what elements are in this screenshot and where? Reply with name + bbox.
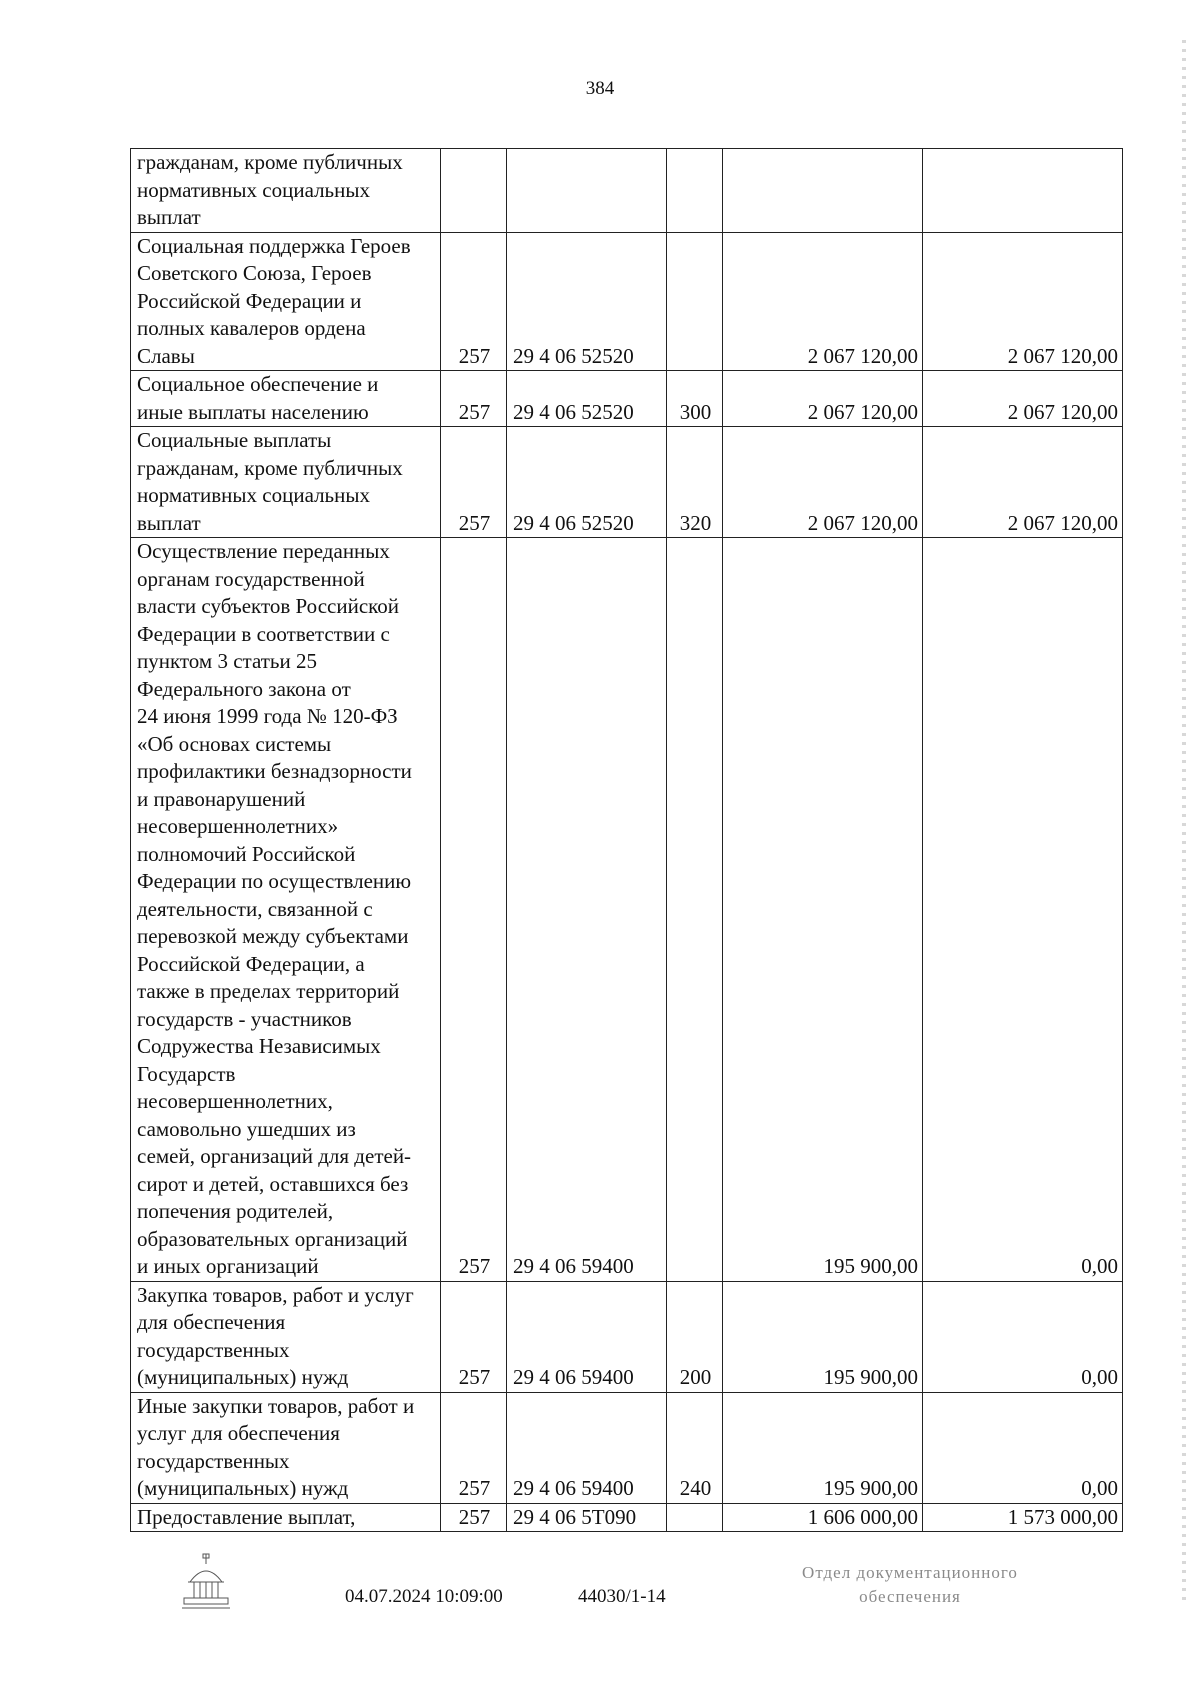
row-vr-code: 320 [667, 427, 723, 538]
row-grbs-code: 257 [441, 538, 507, 1282]
table-row [131, 538, 1123, 1282]
row-sum-1: 1 606 000,00 [723, 1503, 923, 1532]
department-stamp [760, 1561, 1060, 1609]
row-sum-1: 195 900,00 [723, 1392, 923, 1503]
row-csr-code: 29 4 06 52520 [507, 427, 667, 538]
row-vr-code: 200 [667, 1281, 723, 1392]
row-vr-code: 300 [667, 371, 723, 427]
row-csr-code: 29 4 06 59400 [507, 1392, 667, 1503]
row-sum-1: 2 067 120,00 [723, 427, 923, 538]
row-description: Социальная поддержка Героев Советского Союза, Героев Российской Федерации и полных кавалеров ордена Славы [131, 232, 441, 371]
page-number: 384 [585, 78, 615, 99]
table-row [131, 371, 1123, 427]
row-grbs-code: 257 [441, 1281, 507, 1392]
row-sum-1: 195 900,00 [723, 538, 923, 1282]
row-description: Предоставление выплат, [131, 1503, 441, 1532]
row-csr-code: 29 4 06 59400 [507, 538, 667, 1282]
scan-edge-artifact [1182, 40, 1186, 1600]
row-description: Иные закупки товаров, работ и услуг для обеспечения государственных (муниципальных) нужд [131, 1392, 441, 1503]
row-vr-code [667, 538, 723, 1282]
stamp-line-2: обеспечения [859, 1587, 961, 1606]
row-description: Закупка товаров, работ и услуг для обеспечения государственных (муниципальных) нужд [131, 1281, 441, 1392]
row-sum-1 [723, 149, 923, 233]
table-row [131, 1503, 1123, 1532]
row-csr-code: 29 4 06 59400 [507, 1281, 667, 1392]
footer-registration-number: 44030/1-14 [578, 1586, 666, 1607]
row-grbs-code: 257 [441, 232, 507, 371]
row-grbs-code: 257 [441, 427, 507, 538]
row-description: Осуществление переданных органам государственной власти субъектов Российской Федерации в соответствии с пунктом 3 статьи 25 Федерального закона от 24 июня 1999 года № 120-ФЗ «Об основах системы профилактики безнадзорности и правонарушений несовершеннолетних» полномочий Российской Федерации по осуществлению деятельности, связанной с перевозкой между субъектами Российской Федерации, а также в пределах территорий государств - участников Содружества Независимых Государств несовершеннолетних, самовольно ушедших из семей, организаций для детей- сирот и детей, оставшихся без попечения родителей, образовательных организаций и иных организаций [131, 538, 441, 1282]
row-csr-code: 29 4 06 5Т090 [507, 1503, 667, 1532]
row-grbs-code: 257 [441, 1503, 507, 1532]
row-description: гражданам, кроме публичных нормативных социальных выплат [131, 149, 441, 233]
table-row [131, 1392, 1123, 1503]
row-sum-2: 2 067 120,00 [923, 427, 1123, 538]
row-description: Социальные выплаты гражданам, кроме публичных нормативных социальных выплат [131, 427, 441, 538]
row-csr-code: 29 4 06 52520 [507, 371, 667, 427]
row-sum-2: 2 067 120,00 [923, 232, 1123, 371]
row-grbs-code [441, 149, 507, 233]
parliament-building-logo [178, 1552, 234, 1612]
table-row [131, 232, 1123, 371]
footer-date: 04.07.2024 10:09:00 [345, 1586, 503, 1607]
row-vr-code: 240 [667, 1392, 723, 1503]
stamp-line-1: Отдел документационного [802, 1563, 1018, 1582]
row-csr-code [507, 149, 667, 233]
table-row [131, 427, 1123, 538]
row-sum-1: 2 067 120,00 [723, 232, 923, 371]
row-vr-code [667, 1503, 723, 1532]
row-sum-2: 0,00 [923, 1281, 1123, 1392]
row-sum-2: 2 067 120,00 [923, 371, 1123, 427]
row-grbs-code: 257 [441, 371, 507, 427]
row-sum-2 [923, 149, 1123, 233]
row-description: Социальное обеспечение и иные выплаты населению [131, 371, 441, 427]
row-vr-code [667, 232, 723, 371]
row-sum-2: 0,00 [923, 538, 1123, 1282]
row-sum-2: 0,00 [923, 1392, 1123, 1503]
row-csr-code: 29 4 06 52520 [507, 232, 667, 371]
budget-table [130, 148, 1123, 1532]
table-row [131, 1281, 1123, 1392]
row-grbs-code: 257 [441, 1392, 507, 1503]
row-sum-1: 2 067 120,00 [723, 371, 923, 427]
row-sum-1: 195 900,00 [723, 1281, 923, 1392]
table-row [131, 149, 1123, 233]
row-sum-2: 1 573 000,00 [923, 1503, 1123, 1532]
row-vr-code [667, 149, 723, 233]
table-body [131, 149, 1123, 1532]
